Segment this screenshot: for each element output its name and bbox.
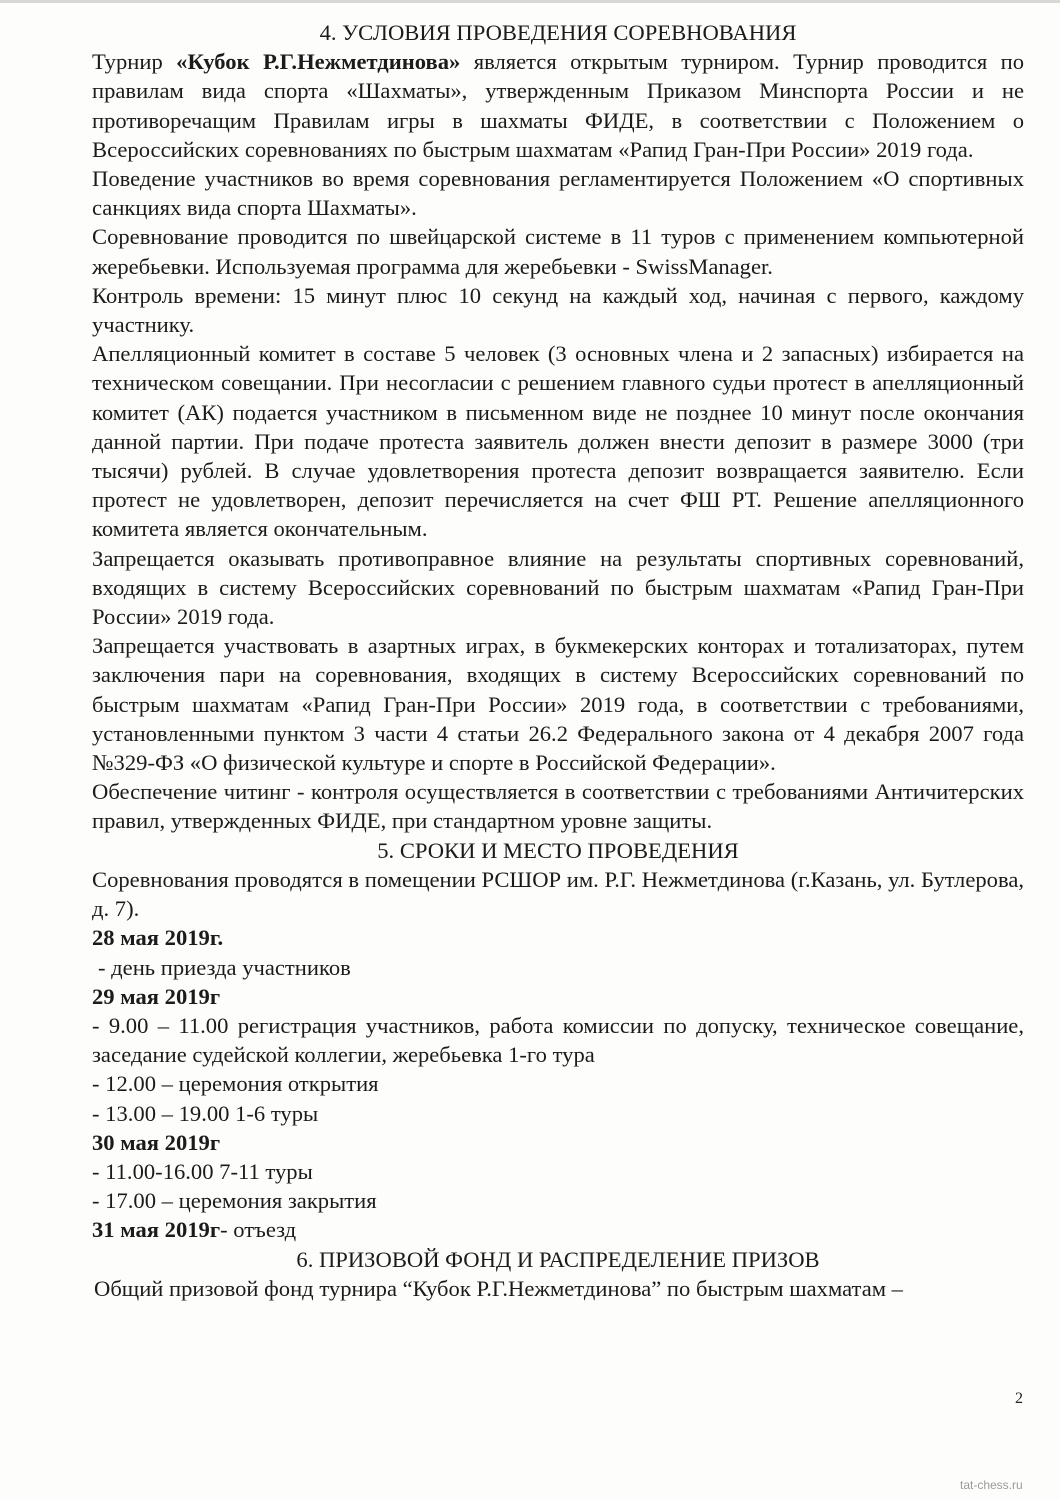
schedule-item: - 17.00 – церемония закрытия — [92, 1188, 377, 1214]
section-4-paragraph-2: Поведение участников во время соревнования регламентируется Положением «О спортивных санкциях вида спорта Шахматы». — [92, 166, 1024, 221]
schedule-date-4: 31 мая 2019г- отъезд — [92, 1217, 297, 1243]
schedule-date-3: 30 мая 2019г — [92, 1129, 221, 1155]
section-4-paragraph-4: Контроль времени: 15 минут плюс 10 секунд на каждый ход, начиная с первого, каждому участнику. — [92, 282, 1024, 338]
section-4-heading: 4. УСЛОВИЯ ПРОВЕДЕНИЯ СОРЕВНОВАНИЯ — [319, 20, 797, 45]
section-4-paragraph-8: Обеспечение читинг - контроля осуществляется в соответствии с требованиями Античитерских правил, утвержденных ФИДЕ, при стандартном уровне защиты. — [92, 779, 1024, 834]
schedule-item: - 9.00 – 11.00 регистрация участников, работа комиссии по допуску, техническое совещание, заседание судейской коллегии, жеребьевка 1-го тура — [92, 1012, 1024, 1068]
section-4-paragraph-6: Запрещается оказывать противоправное влияние на результаты спортивных соревнований, входящих в систему Всероссийских соревнований по быстрым шахматам «Рапид Гран-При России» 2019 года. — [92, 545, 1024, 630]
page-number: 2 — [1015, 1390, 1023, 1407]
schedule-item: - 11.00-16.00 7-11 туры — [92, 1158, 313, 1184]
document-body — [92, 18, 1024, 1303]
tournament-name: «Кубок Р.Г.Нежметдинова» — [176, 49, 461, 75]
section-5-heading: 5. СРОКИ И МЕСТО ПРОВЕДЕНИЯ — [377, 837, 739, 863]
section-4-paragraph-1: Турнир «Кубок Р.Г.Нежметдинова» является открытым турниром. Турнир проводится по правилам вида спорта «Шахматы», утвержденным Приказом Минспорта России и не противоречащим Правилам игры в шахматы ФИДЕ, в соответствии с Положением о Всероссийских соревнованиях по быстрым шахматам «Рапид Гран-При России» 2019 года. — [92, 49, 1025, 162]
schedule-date-1: 28 мая 2019г. — [92, 925, 224, 951]
section-6-heading: 6. ПРИЗОВОЙ ФОНД И РАСПРЕДЕЛЕНИЕ ПРИЗОВ — [296, 1246, 820, 1272]
schedule-date-2: 29 мая 2019г — [92, 983, 221, 1009]
site-watermark: tat-chess.ru — [960, 1478, 1023, 1492]
section-4-paragraph-7: Запрещается участвовать в азартных играх, в букмекерских конторах и тотализаторах, путем заключения пари на соревнования, входящих в систему Всероссийских соревнований по быстрым шахматам «Рапид Гран-При России» 2019 года, в соответствии с требованиями, установленными пунктом 3 части 4 статьи 26.2 Федерального закона от 4 декабря 2007 года №329-ФЗ «О физической культуре и спорте в Российской Федерации». — [92, 633, 1024, 776]
schedule-item: - 12.00 – церемония открытия — [92, 1071, 379, 1097]
section-5-intro: Соревнования проводятся в помещении РСШОР им. Р.Г. Нежметдинова (г.Казань, ул. Бутлерова, д. 7). — [92, 866, 1024, 922]
section-6-paragraph-1: Общий призовой фонд турнира “Кубок Р.Г.Нежметдинова” по быстрым шахматам – — [94, 1275, 903, 1301]
scan-edge — [0, 0, 1060, 3]
section-4-paragraph-5: Апелляционный комитет в составе 5 человек (3 основных члена и 2 запасных) избирается на техническом совещании. При несогласии с решением главного судьи протест в апелляционный комитет (АК) подается участником в письменном виде не позднее 10 минут после окончания данной партии. При подаче протеста заявитель должен внести депозит в размере 3000 (три тысячи) рублей. В случае удовлетворения протеста депозит возвращается заявителю. Если протест не удовлетворен, депозит перечисляется на счет ФШ РТ. Решение апелляционного комитета является окончательным. — [92, 341, 1024, 542]
section-4-paragraph-3: Соревнование проводится по швейцарской системе в 11 туров с применением компьютерной жеребьевки. Используемая программа для жеребьевки - SwissManager. — [92, 224, 1024, 279]
schedule-item: - день приезда участников — [98, 954, 351, 980]
schedule-item: - 13.00 – 19.00 1-6 туры — [92, 1100, 319, 1126]
